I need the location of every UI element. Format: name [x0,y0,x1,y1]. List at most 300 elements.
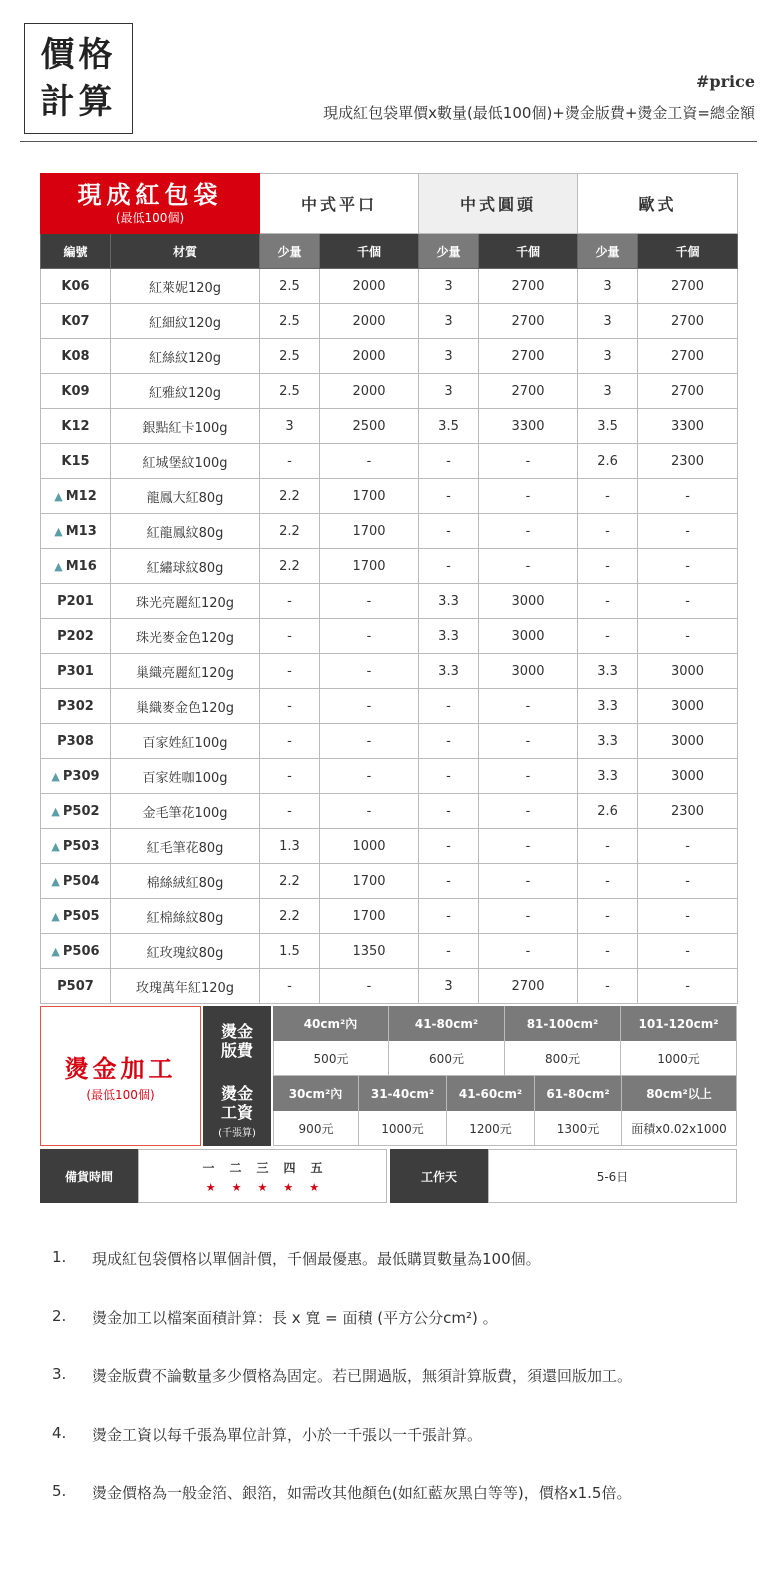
triangle-icon: ▲ [51,769,60,783]
price-formula: 現成紅包袋單價x數量(最低100個)+燙金版費+燙金工資=總金額 [323,104,755,122]
table-row [41,409,738,444]
row-price: - [419,514,479,549]
row-code-text: P504 [62,873,100,889]
fee-head: 61-80cm² [535,1076,622,1111]
row-price: - [578,969,638,1004]
col-code: 編號 [41,234,111,269]
row-price: 2000 [320,304,419,339]
row-price: 2000 [320,374,419,409]
row-price: 2300 [638,794,738,829]
note-number: 4. [52,1423,67,1442]
row-price: 1700 [320,549,419,584]
star-icon: ★ [231,1180,242,1194]
row-code-text: K12 [61,418,90,434]
row-price: 3.3 [419,584,479,619]
triangle-icon: ▲ [54,559,63,573]
row-price: 2700 [638,374,738,409]
triangle-icon: ▲ [54,489,63,503]
row-price: - [638,899,738,934]
table-row [41,759,738,794]
col-small: 少量 [260,234,320,269]
col-thousand: 千個 [638,234,738,269]
row-material: 紅萊妮120g [111,269,260,304]
foil-subtitle: (最低100個) [86,1088,155,1102]
row-price: - [479,724,578,759]
weekday: 五 [310,1160,323,1175]
fee-head: 30cm²內 [273,1076,359,1111]
row-price: 3 [419,374,479,409]
type-round: 中式圓頭 [419,174,578,234]
fee-value: 1200元 [447,1111,535,1146]
table-row [41,829,738,864]
row-material: 紅毛筆花80g [111,829,260,864]
note-item [52,1365,752,1424]
star-icon: ★ [257,1180,268,1194]
row-code-text: K15 [61,453,90,469]
triangle-icon: ▲ [51,944,60,958]
col-material: 材質 [111,234,260,269]
row-price: 1.5 [260,934,320,969]
row-material: 龍鳳大紅80g [111,479,260,514]
labor-fee-sub: (千張算) [218,1127,256,1139]
plate-fee-label [203,1006,271,1076]
row-code [41,374,111,409]
note-item [52,1248,752,1307]
row-price: - [419,479,479,514]
page-title-line1: 價格 [40,34,117,75]
row-code [41,339,111,374]
triangle-icon: ▲ [51,839,60,853]
row-material: 百家姓紅100g [111,724,260,759]
row-price: 1.3 [260,829,320,864]
triangle-icon: ▲ [51,909,60,923]
row-code [41,304,111,339]
row-price: - [260,619,320,654]
triangle-icon: ▲ [54,524,63,538]
row-price: 3300 [638,409,738,444]
row-code [41,969,111,1004]
note-number: 5. [52,1482,67,1500]
row-price: 2.5 [260,374,320,409]
row-price: 2.2 [260,899,320,934]
row-price: 3 [419,269,479,304]
weekday: 二 [229,1160,242,1175]
note-item [52,1307,752,1366]
row-price: 2700 [638,339,738,374]
column-header-row [41,234,738,269]
table-row [41,374,738,409]
row-code [41,689,111,724]
star-icon: ★ [283,1180,294,1194]
row-price: - [260,794,320,829]
row-code-text: M13 [65,523,97,539]
fee-head: 41-80cm² [389,1006,505,1041]
note-number: 1. [52,1248,67,1266]
row-price: 3000 [479,584,578,619]
table-row [41,549,738,584]
fee-head: 31-40cm² [359,1076,447,1111]
row-code-text: K09 [61,383,90,399]
foil-section [40,1006,737,1146]
table-row [41,969,738,1004]
row-price: 1700 [320,479,419,514]
row-code [41,444,111,479]
row-code [41,479,111,514]
row-price: 2.5 [260,339,320,374]
row-price: 2700 [479,969,578,1004]
row-price: - [320,794,419,829]
row-price: 3000 [638,654,738,689]
row-code-text: P506 [62,943,100,959]
row-material: 紅雅紋120g [111,374,260,409]
row-price: 2.2 [260,479,320,514]
row-code [41,864,111,899]
row-price: - [320,584,419,619]
row-price: - [320,654,419,689]
row-price: - [419,934,479,969]
table-row [41,864,738,899]
row-price: - [419,899,479,934]
row-code-text: P507 [57,978,94,994]
row-price: - [320,969,419,1004]
row-code [41,934,111,969]
note-item [52,1482,752,1541]
row-code [41,269,111,304]
row-price: 3000 [638,724,738,759]
row-price: - [638,514,738,549]
row-price: 3000 [479,619,578,654]
row-price: - [638,549,738,584]
row-price: 2000 [320,339,419,374]
note-text: 燙金加工以檔案面積計算：長 x 寬 = 面積 (平方公分cm²) 。 [92,1308,498,1327]
row-price: - [320,689,419,724]
row-price: 2.2 [260,549,320,584]
row-price: - [419,759,479,794]
row-code-text: P503 [62,838,100,854]
row-material: 百家姓咖100g [111,759,260,794]
row-price: - [260,689,320,724]
delivery-days-box [138,1149,387,1203]
row-code [41,514,111,549]
fee-value: 面積x0.02x1000 [622,1111,737,1146]
row-code-text: K07 [61,313,90,329]
price-rows [41,269,738,1004]
row-price: - [479,689,578,724]
row-price: - [578,514,638,549]
row-price: - [638,829,738,864]
plate-fee-grid [273,1006,737,1076]
row-price: 2.5 [260,304,320,339]
row-price: 3 [578,374,638,409]
star-icon: ★ [205,1180,216,1194]
row-price: 2700 [479,374,578,409]
row-price: - [260,969,320,1004]
star-icon: ★ [309,1180,320,1194]
row-code [41,724,111,759]
row-price: - [419,724,479,759]
table-row [41,724,738,759]
row-price: - [638,619,738,654]
row-price: - [638,864,738,899]
brand-subtitle: (最低100個) [115,211,185,225]
notes-list [52,1248,752,1541]
table-row [41,304,738,339]
brand-cell [41,174,260,234]
triangle-icon: ▲ [51,874,60,888]
fee-value: 900元 [273,1111,359,1146]
row-price: - [578,899,638,934]
row-price: 3 [260,409,320,444]
row-price: - [260,584,320,619]
note-text: 燙金價格為一般金箔、銀箔，如需改其他顏色(如紅藍灰黑白等等)，價格x1.5倍。 [92,1484,632,1502]
row-code [41,829,111,864]
fee-value: 1000元 [359,1111,447,1146]
row-material: 紅絲紋120g [111,339,260,374]
row-code-text: K06 [61,278,90,294]
row-price: 2500 [320,409,419,444]
table-row [41,444,738,479]
row-price: 3.3 [578,689,638,724]
row-price: 3.3 [419,654,479,689]
row-code-text: P309 [62,768,100,784]
row-code-text: M12 [65,488,97,504]
row-price: 3.3 [419,619,479,654]
table-row [41,899,738,934]
row-material: 珠光亮麗紅120g [111,584,260,619]
row-price: - [638,969,738,1004]
weekday: 三 [256,1160,269,1175]
row-price: - [578,829,638,864]
row-price: 2700 [638,304,738,339]
row-price: - [260,724,320,759]
row-code-text: P202 [57,628,94,644]
price-table [40,173,738,1004]
row-code-text: K08 [61,348,90,364]
table-row [41,619,738,654]
row-code-text: P505 [62,908,100,924]
col-small: 少量 [578,234,638,269]
fee-value: 500元 [273,1041,389,1076]
row-price: - [578,934,638,969]
row-code-text: M16 [65,558,97,574]
row-price: - [419,444,479,479]
row-price: - [419,864,479,899]
row-code-text: P302 [57,698,94,714]
row-price: 3 [419,304,479,339]
row-price: 2.2 [260,514,320,549]
row-price: - [479,934,578,969]
workday-value: 5-6日 [488,1149,737,1203]
row-price: - [320,444,419,479]
row-material: 棉絲絨紅80g [111,864,260,899]
row-material: 紅細紋120g [111,304,260,339]
row-price: - [320,724,419,759]
table-row [41,689,738,724]
weekday-row [202,1159,322,1176]
row-price: - [578,479,638,514]
plate-fee-label-text: 燙金版費 [220,1022,253,1060]
row-price: 1000 [320,829,419,864]
row-price: 3 [578,304,638,339]
type-flat: 中式平口 [260,174,419,234]
table-row [41,269,738,304]
weekday: 四 [283,1160,296,1175]
foil-title: 燙金加工 [64,1055,177,1083]
row-price: - [578,584,638,619]
row-price: - [479,794,578,829]
row-price: 1700 [320,899,419,934]
fee-head: 81-100cm² [505,1006,621,1041]
row-price: - [260,759,320,794]
row-code [41,794,111,829]
row-price: - [320,619,419,654]
row-price: 2700 [638,269,738,304]
row-price: 2.5 [260,269,320,304]
table-row [41,339,738,374]
fee-head: 40cm²內 [273,1006,389,1041]
row-price: - [578,549,638,584]
row-price: 2700 [479,339,578,374]
note-text: 燙金版費不論數量多少價格為固定。若已開過版，無須計算版費，須還回版加工。 [92,1367,633,1385]
labor-fee-grid [273,1076,737,1146]
labor-fee-label-text: 燙金工資 [220,1083,253,1122]
row-code [41,619,111,654]
row-price: 2.6 [578,444,638,479]
row-price: 1350 [320,934,419,969]
row-price: 3 [419,969,479,1004]
foil-title-box [40,1006,201,1146]
row-material: 紅龍鳳紋80g [111,514,260,549]
row-price: - [479,829,578,864]
row-price: 3.3 [578,724,638,759]
row-price: 2700 [479,304,578,339]
row-price: 2000 [320,269,419,304]
table-row [41,514,738,549]
row-material: 紅棉絲紋80g [111,899,260,934]
note-text: 現成紅包袋價格以單個計價，千個最優惠。最低購買數量為100個。 [92,1250,541,1268]
row-code [41,899,111,934]
note-text: 燙金工資以每千張為單位計算，小於一千張以一千張計算。 [92,1425,483,1444]
table-row [41,794,738,829]
table-row [41,584,738,619]
note-item [52,1424,752,1483]
table-row [41,479,738,514]
row-code [41,654,111,689]
row-code [41,759,111,794]
fee-value: 1300元 [535,1111,622,1146]
row-price: 2.6 [578,794,638,829]
row-material: 金毛筆花100g [111,794,260,829]
row-price: 3.5 [578,409,638,444]
row-price: 3000 [638,689,738,724]
hashtag: #price [695,72,755,91]
fee-head: 41-60cm² [447,1076,535,1111]
row-code-text: P201 [57,593,94,609]
row-code-text: P308 [57,733,94,749]
row-material: 紅繡球紋80g [111,549,260,584]
row-price: 2.2 [260,864,320,899]
row-material: 銀點紅卡100g [111,409,260,444]
row-price: - [638,479,738,514]
row-price: - [479,759,578,794]
row-material: 玫瑰萬年紅120g [111,969,260,1004]
col-thousand: 千個 [479,234,578,269]
row-price: 3 [419,339,479,374]
row-price: - [578,619,638,654]
note-number: 3. [52,1365,67,1383]
row-material: 紅玫瑰紋80g [111,934,260,969]
row-price: - [260,654,320,689]
fee-value: 600元 [389,1041,505,1076]
page-title-box [24,23,133,134]
row-price: - [638,584,738,619]
row-price: - [419,794,479,829]
row-price: - [479,899,578,934]
row-code [41,549,111,584]
row-price: - [479,514,578,549]
fee-value: 800元 [505,1041,621,1076]
row-price: 3300 [479,409,578,444]
fee-head: 80cm²以上 [622,1076,737,1111]
star-row [206,1181,319,1194]
row-code [41,409,111,444]
row-price: - [479,479,578,514]
row-price: 3.3 [578,759,638,794]
row-material: 珠光麥金色120g [111,619,260,654]
brand-title: 現成紅包袋 [77,181,223,209]
row-price: - [260,444,320,479]
labor-fee-label [203,1076,271,1146]
row-material: 紅城堡紋100g [111,444,260,479]
row-price: 2700 [479,269,578,304]
row-price: 3 [578,269,638,304]
row-price: - [320,759,419,794]
page-title-line2: 計算 [40,81,117,122]
type-header-row [41,174,738,234]
fee-value: 1000元 [621,1041,737,1076]
row-price: 3000 [638,759,738,794]
table-row [41,654,738,689]
header-divider [20,141,757,142]
row-price: 3 [578,339,638,374]
delivery-label: 備貨時間 [40,1149,138,1203]
note-number: 2. [52,1306,67,1325]
row-price: - [419,689,479,724]
row-code [41,584,111,619]
row-price: - [479,864,578,899]
triangle-icon: ▲ [51,804,60,818]
row-price: 1700 [320,864,419,899]
workday-label: 工作天 [390,1149,488,1203]
row-material: 巢織麥金色120g [111,689,260,724]
row-price: 1700 [320,514,419,549]
table-row [41,934,738,969]
weekday: 一 [202,1160,215,1175]
row-code-text: P301 [57,663,94,679]
row-material: 巢織亮麗紅120g [111,654,260,689]
row-price: 3000 [479,654,578,689]
row-price: 3.5 [419,409,479,444]
row-code-text: P502 [62,803,100,819]
row-price: - [419,549,479,584]
col-small: 少量 [419,234,479,269]
type-european: 歐式 [578,174,738,234]
row-price: 3.3 [578,654,638,689]
row-price: 2300 [638,444,738,479]
row-price: - [419,829,479,864]
row-price: - [638,934,738,969]
fee-head: 101-120cm² [621,1006,737,1041]
